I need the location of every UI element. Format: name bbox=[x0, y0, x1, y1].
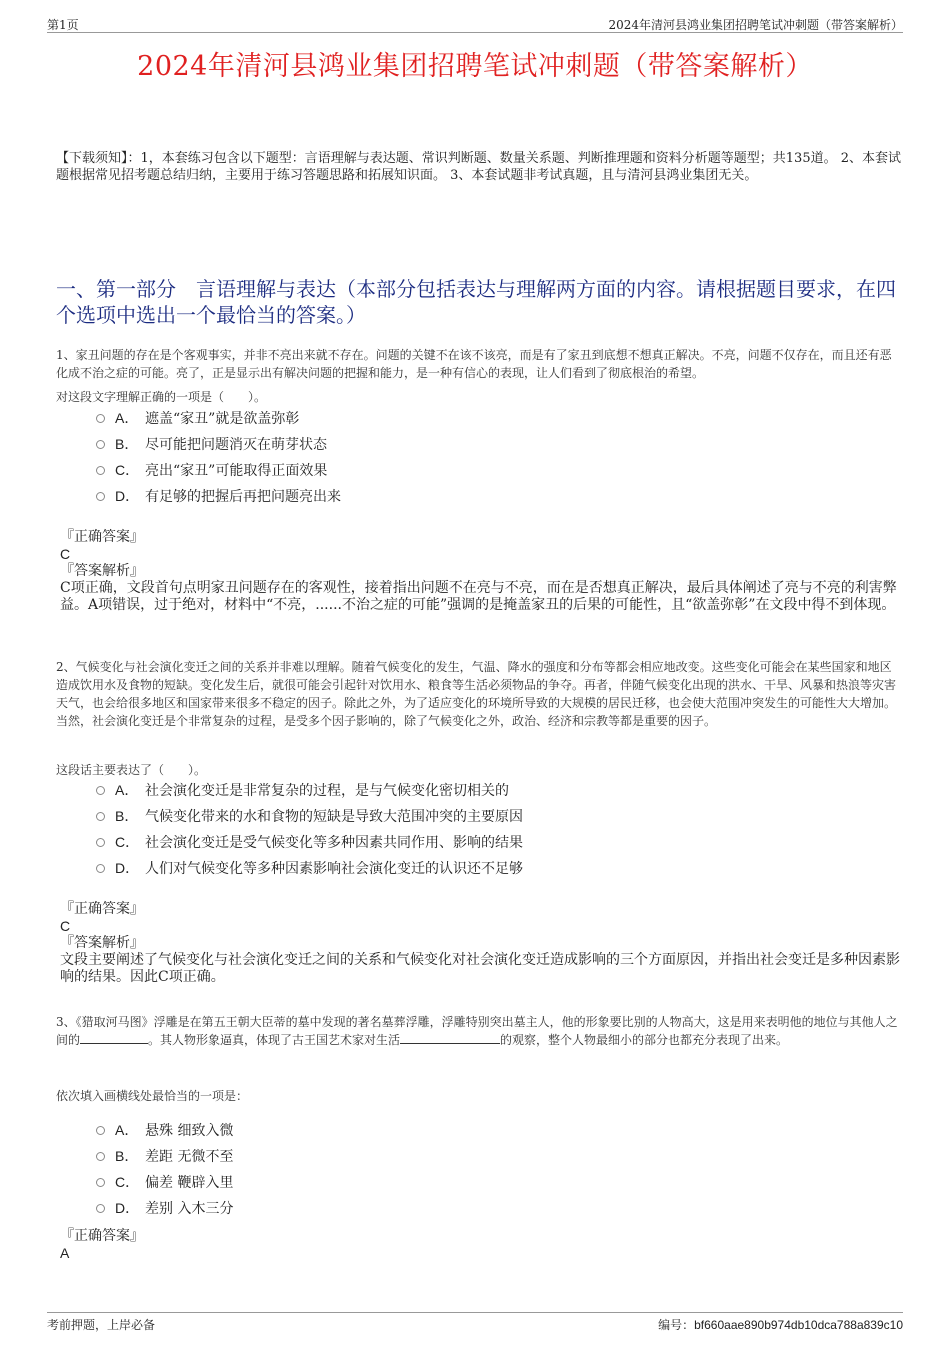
option-a[interactable]: A． 遮盖“家丑”就是欲盖弥彰 bbox=[96, 405, 341, 431]
option-c[interactable]: C． 偏差 鞭辟入里 bbox=[96, 1169, 233, 1195]
radio-icon[interactable] bbox=[96, 1178, 105, 1187]
question-2-answer-block bbox=[60, 901, 902, 986]
radio-icon[interactable] bbox=[96, 1126, 105, 1135]
question-1-options bbox=[96, 405, 341, 509]
radio-icon[interactable] bbox=[96, 812, 105, 821]
radio-icon[interactable] bbox=[96, 864, 105, 873]
radio-icon[interactable] bbox=[96, 1152, 105, 1161]
question-1-answer-block bbox=[60, 529, 902, 614]
radio-icon[interactable] bbox=[96, 492, 105, 501]
answer-value: C bbox=[60, 546, 71, 562]
page-footer bbox=[47, 1312, 903, 1331]
page-header bbox=[47, 14, 903, 33]
question-3-options bbox=[96, 1117, 233, 1221]
question-2-stem: 2、气候变化与社会演化变迁之间的关系并非难以理解。随着气候变化的发生，气温、降水的强度和分布等都会相应地改变。这些变化可能会在某些国家和地区造成饮用水及食物的短缺。变化发生后，就很可能会引起针对饮用水、粮食等生活必须物品的争夺。再者，伴随气候变化出现的洪水、干旱、风暴和热浪等灾害天气，也会给很多地区和国家带来很多不稳定的因子。除此之外，为了适应变化的环境所导致的大规模的居民迁移，也会使大范围冲突发生的可能性大大增加。当然，社会演化变迁是个非常复杂的过程，是受多个因子影响的，除了气候变化之外，政治、经济和宗教等都是重要的因子。 bbox=[56, 660, 897, 728]
answer-label: 『正确答案』 bbox=[60, 1228, 144, 1244]
option-d[interactable]: D． 有足够的把握后再把问题亮出来 bbox=[96, 483, 341, 509]
fill-blank-2[interactable] bbox=[400, 1031, 500, 1044]
answer-label: 『正确答案』 bbox=[60, 901, 144, 917]
section-heading: 一、第一部分 言语理解与表达（本部分包括表达与理解两方面的内容。请根据题目要求，在四个选项中选出一个最恰当的答案。） bbox=[56, 277, 896, 327]
radio-icon[interactable] bbox=[96, 1204, 105, 1213]
option-a[interactable]: A． 悬殊 细致入微 bbox=[96, 1117, 233, 1143]
header-doc-title: 2024年清河县鸿业集团招聘笔试冲刺题（带答案解析） bbox=[608, 18, 903, 32]
answer-label: 『正确答案』 bbox=[60, 529, 144, 545]
fill-blank-1[interactable] bbox=[80, 1031, 148, 1044]
footer-slogan: 考前押题，上岸必备 bbox=[47, 1318, 156, 1332]
question-3-stem: 3、《猎取河马图》浮雕是在第五王朝大臣蒂的墓中发现的著名墓葬浮雕，浮雕特别突出墓主人，他的形象要比别的人物高大，这是用来表明他的地位与其他人之间的 。其人物形象逼真，体现了古王国艺术家对生活 的观察，整个人物最细小的部分也都充分表现了出来。 bbox=[56, 1015, 898, 1047]
option-d[interactable]: D． 差别 入木三分 bbox=[96, 1195, 233, 1221]
answer-value: A bbox=[60, 1245, 70, 1261]
option-a[interactable]: A． 社会演化变迁是非常复杂的过程，是与气候变化密切相关的 bbox=[96, 777, 523, 803]
option-b[interactable]: B． 气候变化带来的水和食物的短缺是导致大范围冲突的主要原因 bbox=[96, 803, 523, 829]
option-b[interactable]: B． 差距 无微不至 bbox=[96, 1143, 233, 1169]
question-3-prompt: 依次填入画横线处最恰当的一项是： bbox=[56, 1089, 249, 1103]
question-3-answer-block bbox=[60, 1228, 902, 1262]
footer-code: 编号：bf660aae890b974db10dca788a839c10 bbox=[658, 1318, 903, 1332]
analysis-label: 『答案解析』 bbox=[60, 935, 144, 951]
analysis-label: 『答案解析』 bbox=[60, 563, 144, 579]
page-title: 2024年清河县鸿业集团招聘笔试冲刺题（带答案解析） bbox=[137, 51, 813, 82]
analysis-text: C项正确，文段首句点明家丑问题存在的客观性，接着指出问题不在亮与不亮，而在是否想真正解决，最后具体阐述了亮与不亮的利害弊益。A项错误，过于绝对，材料中“不亮，......不治之症的可能”强调的是掩盖家丑的后果的可能性，且“欲盖弥彰”在文段中得不到体现。 bbox=[60, 580, 897, 613]
download-notice: 【下载须知】：1，本套练习包含以下题型：言语理解与表达题、常识判断题、数量关系题、判断推理题和资料分析题等题型；共135道。 2、本套试题根据常见招考题总结归纳，主要用于练习答题思路和拓展知识面。 3、本套试题非考试真题，且与清河县鸿业集团无关。 bbox=[56, 151, 901, 183]
radio-icon[interactable] bbox=[96, 466, 105, 475]
question-2-options bbox=[96, 777, 523, 881]
option-b[interactable]: B． 尽可能把问题消灭在萌芽状态 bbox=[96, 431, 341, 457]
radio-icon[interactable] bbox=[96, 414, 105, 423]
analysis-text: 文段主要阐述了气候变化与社会演化变迁之间的关系和气候变化对社会演化变迁造成影响的三个方面原因，并指出社会变迁是多种因素影响的结果。因此C项正确。 bbox=[60, 952, 900, 985]
option-c[interactable]: C． 社会演化变迁是受气候变化等多种因素共同作用、影响的结果 bbox=[96, 829, 523, 855]
answer-value: C bbox=[60, 918, 71, 934]
question-1-prompt: 对这段文字理解正确的一项是（ ）。 bbox=[56, 390, 267, 404]
option-c[interactable]: C． 亮出“家丑”可能取得正面效果 bbox=[96, 457, 341, 483]
page-number: 第1页 bbox=[47, 18, 79, 32]
radio-icon[interactable] bbox=[96, 838, 105, 847]
question-1-stem: 1、家丑问题的存在是个客观事实，并非不亮出来就不存在。问题的关键不在该不该亮，而是有了家丑到底想不想真正解决。不亮，问题不仅存在，而且还有恶化成不治之症的可能。亮了，正是显示出有解决问题的把握和能力，是一种有信心的表现，让人们看到了彻底根治的希望。 bbox=[56, 348, 892, 380]
radio-icon[interactable] bbox=[96, 786, 105, 795]
option-d[interactable]: D． 人们对气候变化等多种因素影响社会演化变迁的认识还不足够 bbox=[96, 855, 523, 881]
question-2-prompt: 这段话主要表达了（ ）。 bbox=[56, 763, 207, 777]
radio-icon[interactable] bbox=[96, 440, 105, 449]
